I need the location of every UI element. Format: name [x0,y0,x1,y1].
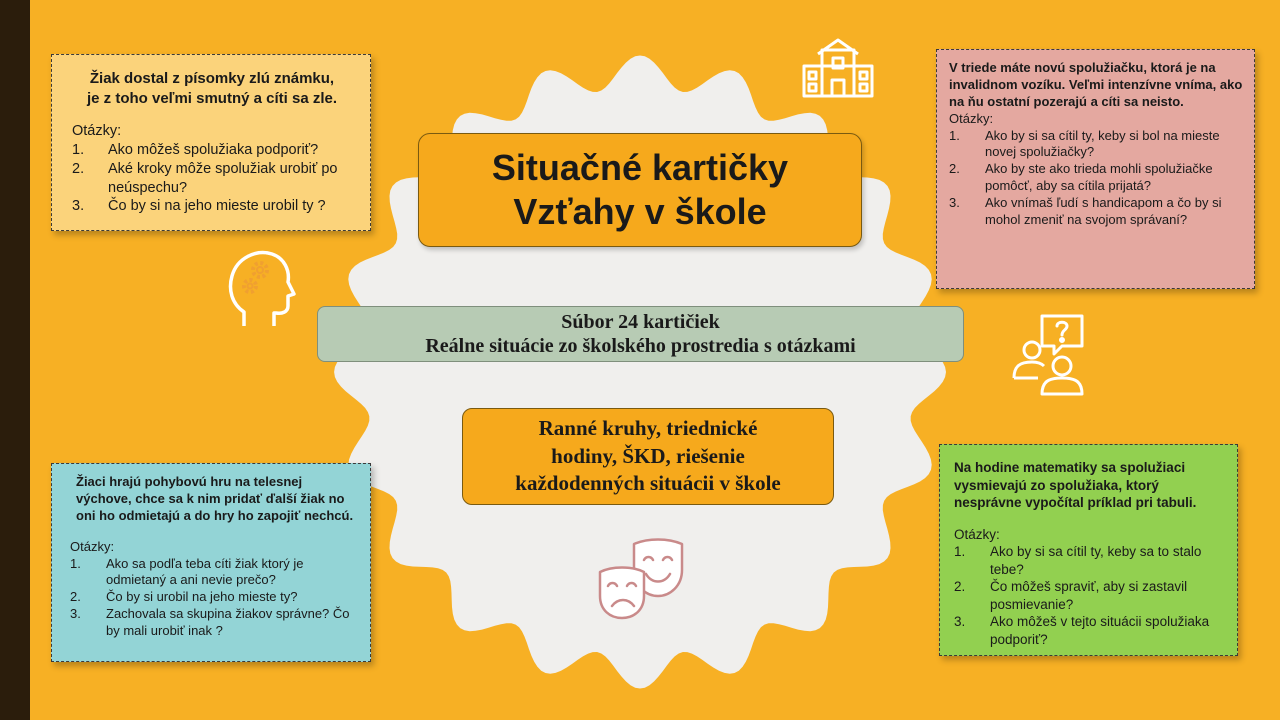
card-question [954,543,1229,578]
question-number: 1. [954,544,966,560]
theater-masks-icon [596,536,688,622]
question-number: 3. [72,198,85,215]
card-questions-title: Otázky: [72,123,122,139]
question-text: Ako môžeš spolužiaka podporiť? [108,141,319,158]
question-number: 3. [70,606,81,622]
question-number: 1. [70,555,81,571]
card-question [954,613,1229,648]
card-question [949,128,1244,162]
question-number: 2. [949,161,960,177]
card-question [72,197,352,216]
card-question [954,578,1229,613]
usage-line: hodiny, ŠKD, riešenie [551,443,745,468]
card-question [949,195,1244,229]
usage-line: každodenných situácii v škole [515,471,781,496]
question-text: Čo by si urobil na jeho mieste ty? [106,589,298,605]
question-text: Čo by si na jeho mieste urobil ty ? [108,198,326,215]
question-text: Ako sa podľa teba cíti žiak ktorý je odmietaný a ani nevie prečo? [106,555,304,588]
page-title [418,133,862,247]
card-questions-title: Otázky: [949,110,994,126]
card-situation-line: je z toho veľmi smutný a cíti sa zle. [86,89,338,107]
card-question [70,606,360,640]
question-text: Zachovala sa skupina žiakov správne? Čo by mali urobiť inak ? [106,606,350,639]
school-building-icon [800,36,876,100]
card-question [70,589,360,606]
card-questions-list [72,141,352,216]
set-description-banner [317,306,964,362]
question-number: 1. [72,141,85,158]
title-line: Vzťahy v škole [513,191,767,232]
card-questions-list [954,543,1229,648]
card-question [72,141,352,160]
set-subtitle-text: Reálne situácie zo školského prostredia s otázkami [425,335,856,357]
card-questions-title: Otázky: [70,538,115,554]
question-number: 3. [949,195,960,211]
question-number: 2. [70,589,81,605]
question-text: Ako by ste ako trieda mohli spolužiačke pomôcť, aby sa cítila prijatá? [985,161,1213,194]
card-question [949,161,1244,195]
card-questions-list [70,556,360,640]
question-text: Čo môžeš spraviť, aby si zastavil posmievanie? [990,579,1188,612]
question-text: Ako vnímaš ľudí s handicapom a čo by si mohol zmeniť na svojom správaní? [985,195,1222,228]
situation-card-new-classmate [936,49,1255,289]
usage-line: Ranné kruhy, triednické [538,415,758,440]
title-line: Situačné kartičky [491,147,789,189]
card-situation-line: Žiak dostal z písomky zlú známku, [89,70,335,87]
usage-box [462,408,834,505]
situation-card-bad-grade [51,54,371,231]
card-question [70,556,360,590]
people-question-icon [1010,312,1090,396]
card-situation-text [72,69,352,108]
card-situation-text: Žiaci hrajú pohybovú hru na telesnej výchove, chce sa k nim pridať ďalší žiak no oni ho odmietajú a do hry ho zapojiť nechcú. [76,474,354,523]
question-number: 2. [954,579,966,595]
head-gears-icon [226,246,298,330]
question-text: Aké kroky môže spolužiak urobiť po neúspechu? [108,160,338,196]
situation-card-math-mockery [939,444,1238,656]
question-text: Ako môžeš v tejto situácii spolužiaka podporiť? [990,614,1210,647]
question-number: 1. [949,127,960,143]
question-text: Ako by si sa cítil ty, keby sa to stalo tebe? [990,544,1202,577]
card-question [72,160,352,198]
card-questions-list [949,128,1244,229]
card-questions-title: Otázky: [954,526,1000,542]
situation-card-pe-game [51,463,371,662]
card-situation-text: V triede máte novú spolužiačku, ktorá je na invalidnom vozíku. Veľmi intenzívne vníma, ako na ňu ostatní pozerajú a cíti sa neisto. [949,60,1243,109]
question-number: 3. [954,614,966,630]
question-text: Ako by si sa cítil ty, keby si bol na mieste novej spolužiačky? [985,127,1220,160]
set-count-text: Súbor 24 kartičiek [561,311,720,333]
card-situation-text: Na hodine matematiky sa spolužiaci vysmievajú zo spolužiaka, ktorý nesprávne vypočítal príklad pri tabuli. [954,460,1197,511]
question-number: 2. [72,160,85,177]
